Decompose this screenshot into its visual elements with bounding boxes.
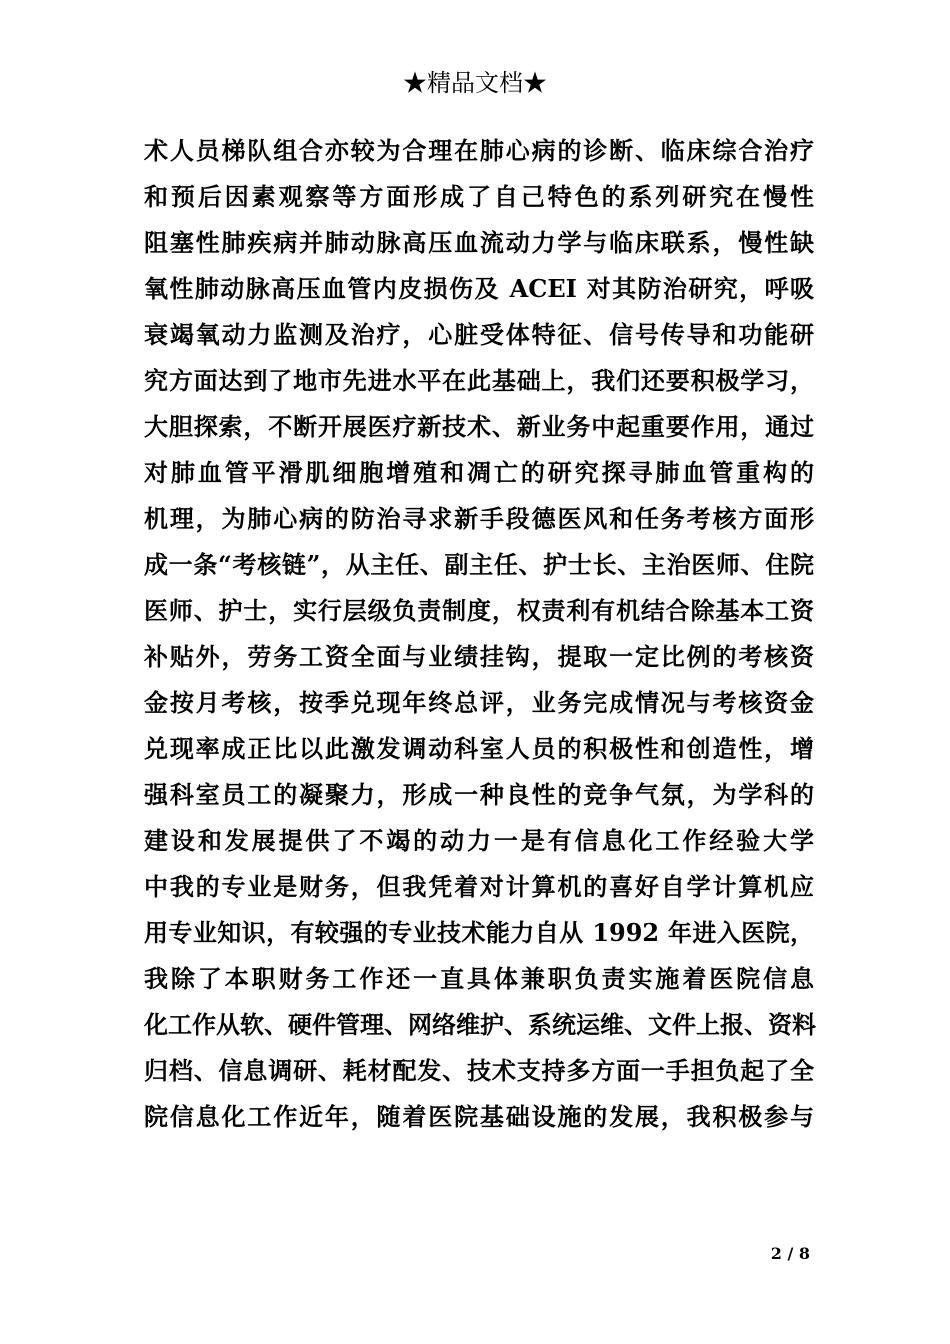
- text-line: 医师、护士，实行层级负责制度，权责利有机结合除基本工资: [144, 596, 814, 625]
- text-line: 院信息化工作近年，随着医院基础设施的发展，我积极参与: [144, 1102, 814, 1131]
- text-line: 术人员梯队组合亦较为合理在肺心病的诊断、临床综合治疗: [144, 136, 814, 165]
- text-line: 机理，为肺心病的防治寻求新手段德医风和任务考核方面形: [144, 504, 814, 533]
- text-line: 对肺血管平滑肌细胞增殖和凋亡的研究探寻肺血管重构的: [144, 458, 814, 487]
- page-number: 2 / 8: [770, 1244, 810, 1263]
- text-line: 阻塞性肺疾病并肺动脉高压血流动力学与临床联系，慢性缺: [144, 228, 814, 257]
- text-line: 用专业知识，有较强的专业技术能力自从 1992 年进入医院，: [144, 918, 814, 947]
- text-line: 金按月考核，按季兑现年终总评，业务完成情况与考核资金: [144, 688, 814, 717]
- text-line: 我除了本职财务工作还一直具体兼职负责实施着医院信息: [144, 964, 814, 993]
- text-line: 氧性肺动脉高压血管内皮损伤及 ACEI 对其防治研究，呼吸: [144, 274, 814, 303]
- text-line: 建设和发展提供了不竭的动力一是有信息化工作经验大学: [144, 826, 814, 855]
- text-line: 兑现率成正比以此激发调动科室人员的积极性和创造性，增: [144, 734, 814, 763]
- text-line: 补贴外，劳务工资全面与业绩挂钩，提取一定比例的考核资: [144, 642, 814, 671]
- page-header-title: ★精品文档★: [403, 69, 547, 97]
- text-line: 究方面达到了地市先进水平在此基础上，我们还要积极学习，: [144, 366, 814, 395]
- text-line: 衰竭氧动力监测及治疗，心脏受体特征、信号传导和功能研: [144, 320, 814, 349]
- text-line: 和预后因素观察等方面形成了自己特色的系列研究在慢性: [144, 182, 814, 211]
- text-line: 成一条“考核链”，从主任、副主任、护士长、主治医师、住院: [144, 550, 814, 579]
- text-line: 中我的专业是财务，但我凭着对计算机的喜好自学计算机应: [144, 872, 814, 901]
- text-line: 大胆探索，不断开展医疗新技术、新业务中起重要作用，通过: [144, 412, 814, 441]
- text-line: 强科室员工的凝聚力，形成一种良性的竞争气氛，为学科的: [144, 780, 814, 809]
- text-line: 归档、信息调研、耗材配发、技术支持多方面一手担负起了全: [144, 1056, 814, 1085]
- text-line: 化工作从软、硬件管理、网络维护、系统运维、文件上报、资料: [144, 1010, 816, 1039]
- document-body: [144, 128, 814, 1140]
